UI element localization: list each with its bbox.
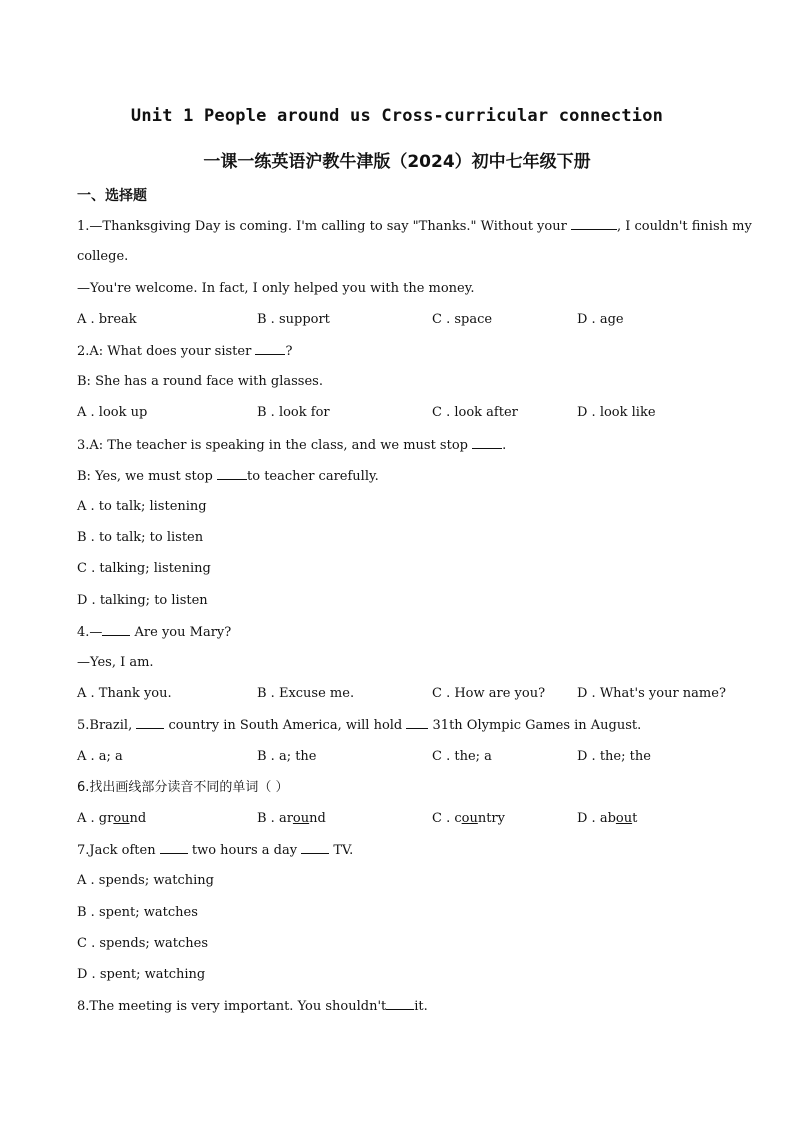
question-1-option-a: A . break	[77, 312, 137, 327]
question-7-option-a: A . spends; watching	[77, 873, 214, 888]
question-2-option-b: B . look for	[257, 405, 330, 420]
question-3-option-b: B . to talk; to listen	[77, 530, 204, 545]
question-1-text: 1.—Thanksgiving Day is coming. I'm calling to say "Thanks." Without your , I couldn't finish my	[77, 219, 752, 234]
question-7-option-d: D . spent; watching	[77, 967, 206, 982]
question-5-option-c: C . the; a	[432, 749, 492, 764]
question-6-option-c: C . country	[432, 811, 505, 826]
question-4-option-c: C . How are you?	[432, 686, 546, 701]
section-heading: 一、选择题	[77, 188, 147, 204]
answer-blank	[472, 436, 502, 449]
question-6-option-b: B . around	[257, 811, 326, 826]
answer-blank	[571, 217, 617, 230]
question-2-option-c: C . look after	[432, 405, 518, 420]
question-2-text: 2.A: What does your sister ?	[77, 344, 293, 359]
question-5-option-d: D . the; the	[577, 749, 651, 764]
question-5-text: 5.Brazil, country in South America, will hold 31th Olympic Games in August.	[77, 718, 642, 733]
document-subtitle: 一课一练英语沪教牛津版（2024）初中七年级下册	[203, 152, 591, 172]
answer-blank	[386, 997, 414, 1010]
question-3-option-d: D . talking; to listen	[77, 593, 208, 608]
question-2-reply: B: She has a round face with glasses.	[77, 374, 323, 389]
question-3-reply: B: Yes, we must stop to teacher carefully.	[77, 469, 379, 484]
question-6-text: 6.找出画线部分读音不同的单词（ ）	[77, 780, 289, 795]
question-4-reply: —Yes, I am.	[77, 655, 154, 670]
question-8-text: 8.The meeting is very important. You shouldn't it.	[77, 999, 428, 1014]
question-3-option-a: A . to talk; listening	[77, 499, 207, 514]
question-6-option-a: A . ground	[77, 811, 147, 826]
answer-blank	[406, 716, 428, 729]
question-3-option-c: C . talking; listening	[77, 561, 211, 576]
answer-blank	[217, 467, 247, 480]
question-7-option-c: C . spends; watches	[77, 936, 209, 951]
question-1-option-c: C . space	[432, 312, 493, 327]
answer-blank	[136, 716, 164, 729]
question-6-option-d: D . about	[577, 811, 638, 826]
question-4-option-d: D . What's your name?	[577, 686, 726, 701]
question-4-text: 4.— Are you Mary?	[77, 625, 232, 640]
question-5-option-b: B . a; the	[257, 749, 317, 764]
question-1-option-b: B . support	[257, 312, 330, 327]
question-1-reply: —You're welcome. In fact, I only helped you with the money.	[77, 281, 475, 296]
answer-blank	[255, 342, 285, 355]
document-title: Unit 1 People around us Cross-curricular connection	[130, 106, 664, 126]
question-7-text: 7.Jack often two hours a day TV.	[77, 843, 354, 858]
question-2-option-d: D . look like	[577, 405, 656, 420]
question-1-continued: college.	[77, 249, 129, 264]
answer-blank	[160, 841, 188, 854]
answer-blank	[102, 623, 130, 636]
question-3-text: 3.A: The teacher is speaking in the class, and we must stop .	[77, 438, 507, 453]
question-7-option-b: B . spent; watches	[77, 905, 198, 920]
question-2-option-a: A . look up	[77, 405, 148, 420]
question-5-option-a: A . a; a	[77, 749, 123, 764]
question-4-option-a: A . Thank you.	[77, 686, 172, 701]
question-1-option-d: D . age	[577, 312, 624, 327]
answer-blank	[301, 841, 329, 854]
question-4-option-b: B . Excuse me.	[257, 686, 355, 701]
